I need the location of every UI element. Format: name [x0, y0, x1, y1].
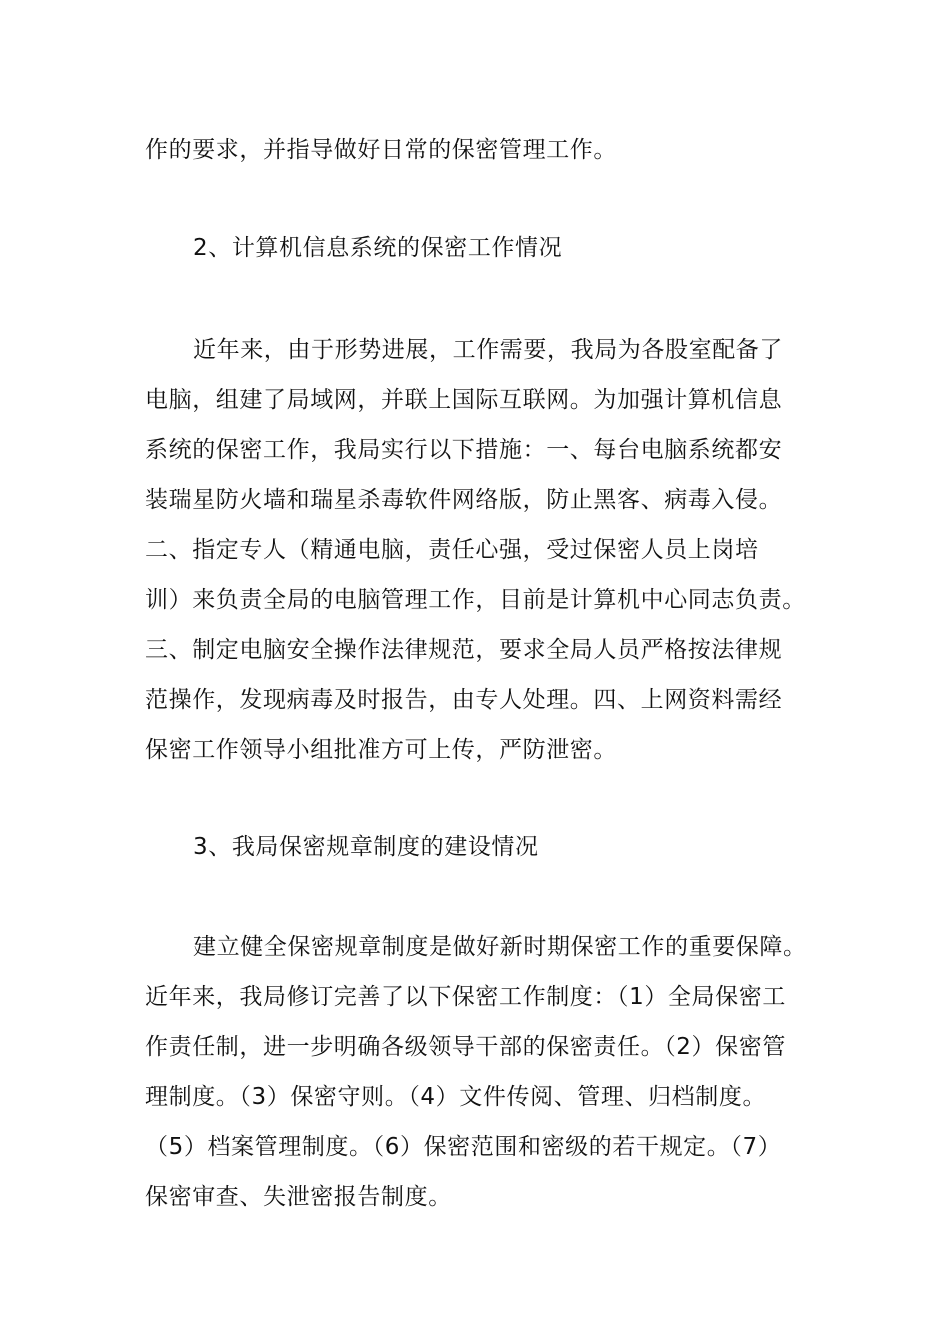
paragraph-line: 系统的保密工作，我局实行以下措施：一、每台电脑系统都安 — [145, 437, 783, 463]
paragraph-line: 电脑，组建了局域网，并联上国际互联网。为加强计算机信息 — [145, 387, 783, 413]
paragraph-line: 近年来，由于形势进展，工作需要，我局为各股室配备了 — [193, 337, 783, 363]
paragraph-line: 理制度。（3）保密守则。（4）文件传阅、管理、归档制度。 — [145, 1084, 767, 1110]
paragraph-line: 装瑞星防火墙和瑞星杀毒软件网络版，防止黑客、病毒入侵。 — [145, 487, 783, 513]
paragraph-line: 作责任制，进一步明确各级领导干部的保密责任。（2）保密管 — [145, 1034, 786, 1060]
paragraph-line: 保密审查、失泄密报告制度。 — [145, 1184, 452, 1210]
paragraph-line: （5）档案管理制度。（6）保密范围和密级的若干规定。（7） — [145, 1134, 782, 1160]
paragraph-line: 三、制定电脑安全操作法律规范，要求全局人员严格按法律规 — [145, 637, 783, 663]
section-heading: 3、我局保密规章制度的建设情况 — [193, 834, 539, 860]
paragraph-line: 范操作，发现病毒及时报告，由专人处理。四、上网资料需经 — [145, 687, 783, 713]
paragraph-line: 训）来负责全局的电脑管理工作，目前是计算机中心同志负责。 — [145, 587, 806, 613]
paragraph-line: 近年来，我局修订完善了以下保密工作制度：（1）全局保密工 — [145, 984, 786, 1010]
paragraph-line: 作的要求，并指导做好日常的保密管理工作。 — [145, 137, 617, 163]
paragraph-line: 保密工作领导小组批准方可上传，严防泄密。 — [145, 737, 617, 763]
paragraph-line: 建立健全保密规章制度是做好新时期保密工作的重要保障。 — [193, 934, 807, 960]
section-heading: 2、计算机信息系统的保密工作情况 — [193, 235, 563, 261]
paragraph-line: 二、指定专人（精通电脑，责任心强，受过保密人员上岗培 — [145, 537, 759, 563]
